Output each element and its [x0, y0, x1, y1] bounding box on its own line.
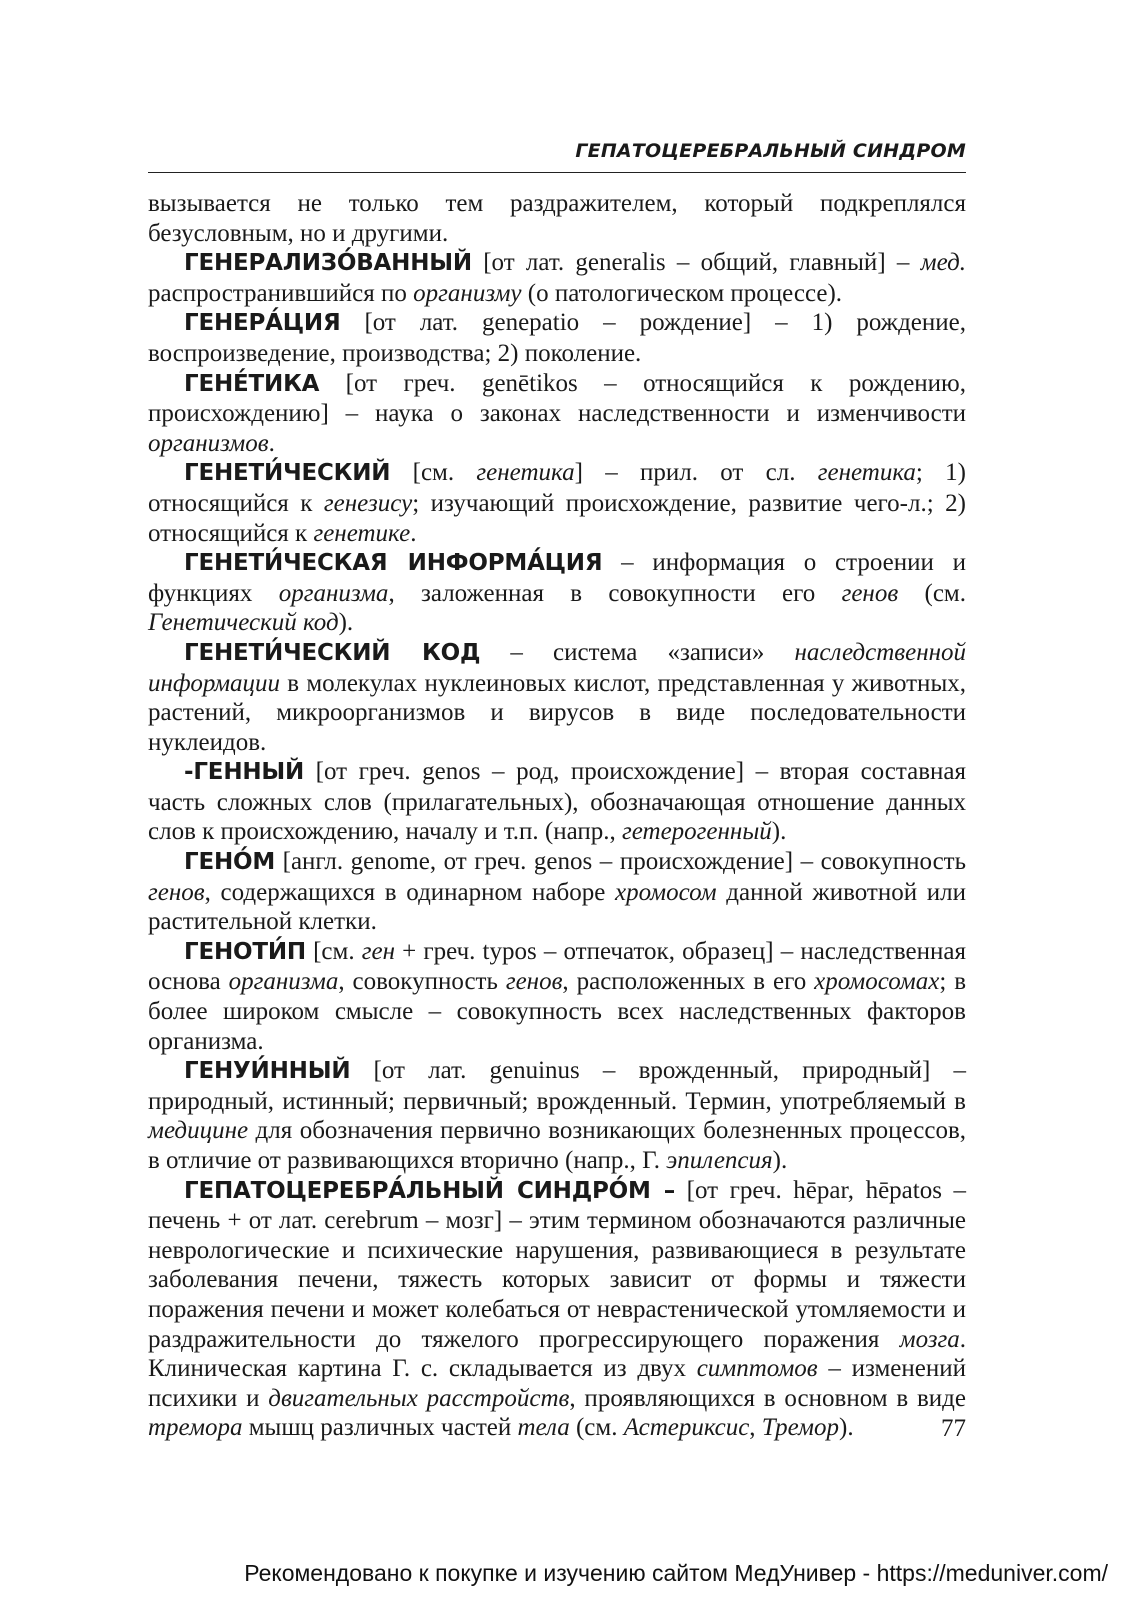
dictionary-entries	[148, 248, 966, 1443]
entry-term: -ГЕННЫЙ	[184, 759, 305, 786]
entry-term: ГЕНЕТИ́ЧЕСКИЙ	[184, 460, 391, 487]
continuation-text: вызывается не только тем раздражителем, который подкреплялся безусловным, но и другими.	[148, 190, 966, 247]
entry-text: .	[410, 519, 417, 547]
entry-crossref: хромосом	[615, 878, 717, 906]
entry-crossref: генов	[148, 878, 205, 906]
entry-text: ).	[338, 609, 354, 637]
entry-text: (см.	[898, 579, 967, 607]
dictionary-entry	[148, 308, 966, 368]
entry-term: ГЕНЕРАЛИЗО́ВАННЫЙ	[184, 250, 472, 277]
entry-crossref: Астериксис	[623, 1414, 750, 1442]
entry-text: – система «записи»	[480, 638, 795, 666]
entry-text: мышц различных частей	[242, 1414, 518, 1442]
entry-term: ГЕПАТОЦЕРЕБРА́ЛЬНЫЙ СИНДРО́М –	[184, 1177, 676, 1204]
entry-text: , содержащихся в одинарном наборе	[204, 878, 616, 906]
entry-crossref: организма	[228, 968, 339, 996]
entry-text: ).	[771, 818, 787, 846]
entry-crossref: генезису	[323, 489, 413, 517]
entry-crossref: двигательных расстройств	[268, 1384, 570, 1412]
running-head: ГЕПАТОЦЕРЕБРАЛЬНЫЙ СИНДРОМ	[575, 140, 966, 162]
entry-text: ] – прил. от сл.	[574, 459, 818, 487]
entry-text: [англ. genome, от греч. genos – происхождение] – совокупность	[275, 848, 966, 876]
entry-text: данной животной или растительной клетки.	[148, 878, 966, 936]
entry-term: ГЕНЕТИ́ЧЕСКАЯ ИНФОРМА́ЦИЯ	[184, 550, 603, 577]
entry-crossref: гетерогенный	[622, 818, 772, 846]
entry-text: . Клиническая картина Г. с. складывается из двух	[148, 1325, 966, 1383]
dictionary-entry	[148, 1176, 966, 1443]
dictionary-entry	[148, 937, 966, 1056]
entry-crossref: генов	[841, 579, 899, 607]
entry-crossref: тремора	[148, 1414, 243, 1442]
entry-text: ; 1) относящийся к	[148, 459, 966, 517]
dictionary-entry	[148, 847, 966, 937]
entry-crossref: ген	[361, 937, 395, 965]
entry-text: (см.	[569, 1414, 624, 1442]
entry-crossref: мед.	[920, 249, 966, 277]
entry-crossref: хромосомах	[814, 968, 940, 996]
entry-crossref: генов	[505, 968, 563, 996]
entry-text: ; в более широком смысле – совокупность всех наследственных факторов организма.	[148, 968, 966, 1055]
entry-text: ).	[839, 1414, 854, 1442]
dictionary-entry	[148, 369, 966, 459]
entry-text: для обозначения первично возникающих болезненных процессов, в отличие от развивающихся вторично (напр., Г.	[148, 1117, 966, 1174]
entry-text: , проявляющихся в основном в виде	[569, 1384, 966, 1412]
entry-crossref: Генетический код	[148, 609, 339, 637]
entry-text: [от лат. generalis – общий, главный] –	[471, 249, 921, 277]
dictionary-text	[148, 189, 966, 1443]
entry-text: , совокупность	[338, 968, 506, 996]
footer-note: Рекомендовано к покупке и изучению сайтом МедУнивер - https://meduniver.com/	[244, 1560, 1108, 1586]
entry-crossref: тела	[517, 1414, 570, 1442]
entry-crossref: организма	[278, 579, 389, 607]
entry-crossref: мозга	[899, 1325, 960, 1353]
entry-text: ; изучающий происхождение, развитие чего-л.; 2) относящийся к	[148, 489, 966, 547]
entry-crossref: генетика	[817, 459, 916, 487]
entry-crossref: организмов	[148, 429, 269, 457]
entry-text: [см.	[390, 459, 477, 487]
entry-text: распространившийся по	[148, 279, 414, 307]
entry-text: [см.	[305, 937, 362, 965]
entry-text: + греч. typos – отпечаток, образец] – наследственная основа	[148, 937, 966, 996]
entry-text: , расположенных в его	[562, 968, 815, 996]
entry-term: ГЕНО́М	[184, 849, 276, 876]
entry-text: [от греч. hēpar, hēpatos – печень + от лат. cerebrum – мозг] – этим термином обозначаются различные неврологические и психические нарушения, развивающиеся в результате заболевания печени, тяжесть которых зависит от формы и тяжести поражения печени и может колебаться от неврастенической утомляемости и раздражительности до тяжелого прогрессирующего поражения	[148, 1176, 967, 1353]
continuation-paragraph	[148, 189, 966, 248]
entry-crossref: генетика	[476, 459, 575, 487]
entry-text: , заложенная в совокупности его	[388, 579, 842, 607]
entry-crossref: генетике	[313, 519, 411, 547]
entry-crossref: симптомов	[696, 1355, 818, 1383]
entry-crossref: наследственной информации	[148, 638, 967, 697]
entry-text: ).	[772, 1147, 788, 1174]
entry-term: ГЕНЕ́ТИКА	[184, 370, 320, 397]
entry-text: – информация о строении и функциях	[148, 549, 966, 607]
entry-text: [от лат. genepatio – рождение] – 1) рождение, воспроизведение, производства; 2) поколение.	[148, 309, 966, 367]
entry-term: ГЕНУИ́ННЫЙ	[184, 1058, 351, 1085]
entry-crossref: Тремор	[761, 1414, 840, 1442]
dictionary-entry	[148, 638, 966, 757]
entry-text: [от греч. genos – род, происхождение] – вторая составная часть сложных слов (прилагательных), обозначающая отношение данных слов к происхождению, началу и т.п. (напр.,	[148, 758, 966, 846]
entry-crossref: организму	[413, 279, 522, 307]
dictionary-entry	[148, 757, 966, 847]
page-number: 77	[941, 1415, 966, 1442]
entry-text: (о патологическом процессе).	[521, 279, 843, 307]
header-rule	[148, 172, 966, 173]
entry-term: ГЕНЕТИ́ЧЕСКИЙ КОД	[184, 639, 481, 666]
dictionary-entry	[148, 1056, 966, 1175]
entry-text: [от лат. genuinus – врожденный, природный] – природный, истинный; первичный; врожденный. Термин, употребляемый в	[148, 1057, 966, 1115]
entry-term: ГЕНЕРА́ЦИЯ	[184, 310, 341, 337]
entry-crossref: медицине	[148, 1117, 249, 1145]
entry-text: в молекулах нуклеиновых кислот, представленная у животных, растений, микроорганизмов и вирусов в виде последовательности нуклеидов.	[148, 669, 966, 756]
entry-text: .	[268, 429, 275, 457]
entry-crossref: эпилепсия	[666, 1147, 773, 1174]
entry-text: ,	[749, 1414, 762, 1442]
dictionary-entry	[148, 458, 966, 548]
dictionary-entry	[148, 548, 966, 638]
entry-text: – изменений психики и	[148, 1355, 966, 1412]
dictionary-entry	[148, 248, 966, 308]
entry-term: ГЕНОТИ́П	[184, 938, 306, 965]
entry-text: [от греч. genētikos – относящийся к рождению, происхождению] – наука о законах наследственности и изменчивости	[148, 369, 966, 428]
